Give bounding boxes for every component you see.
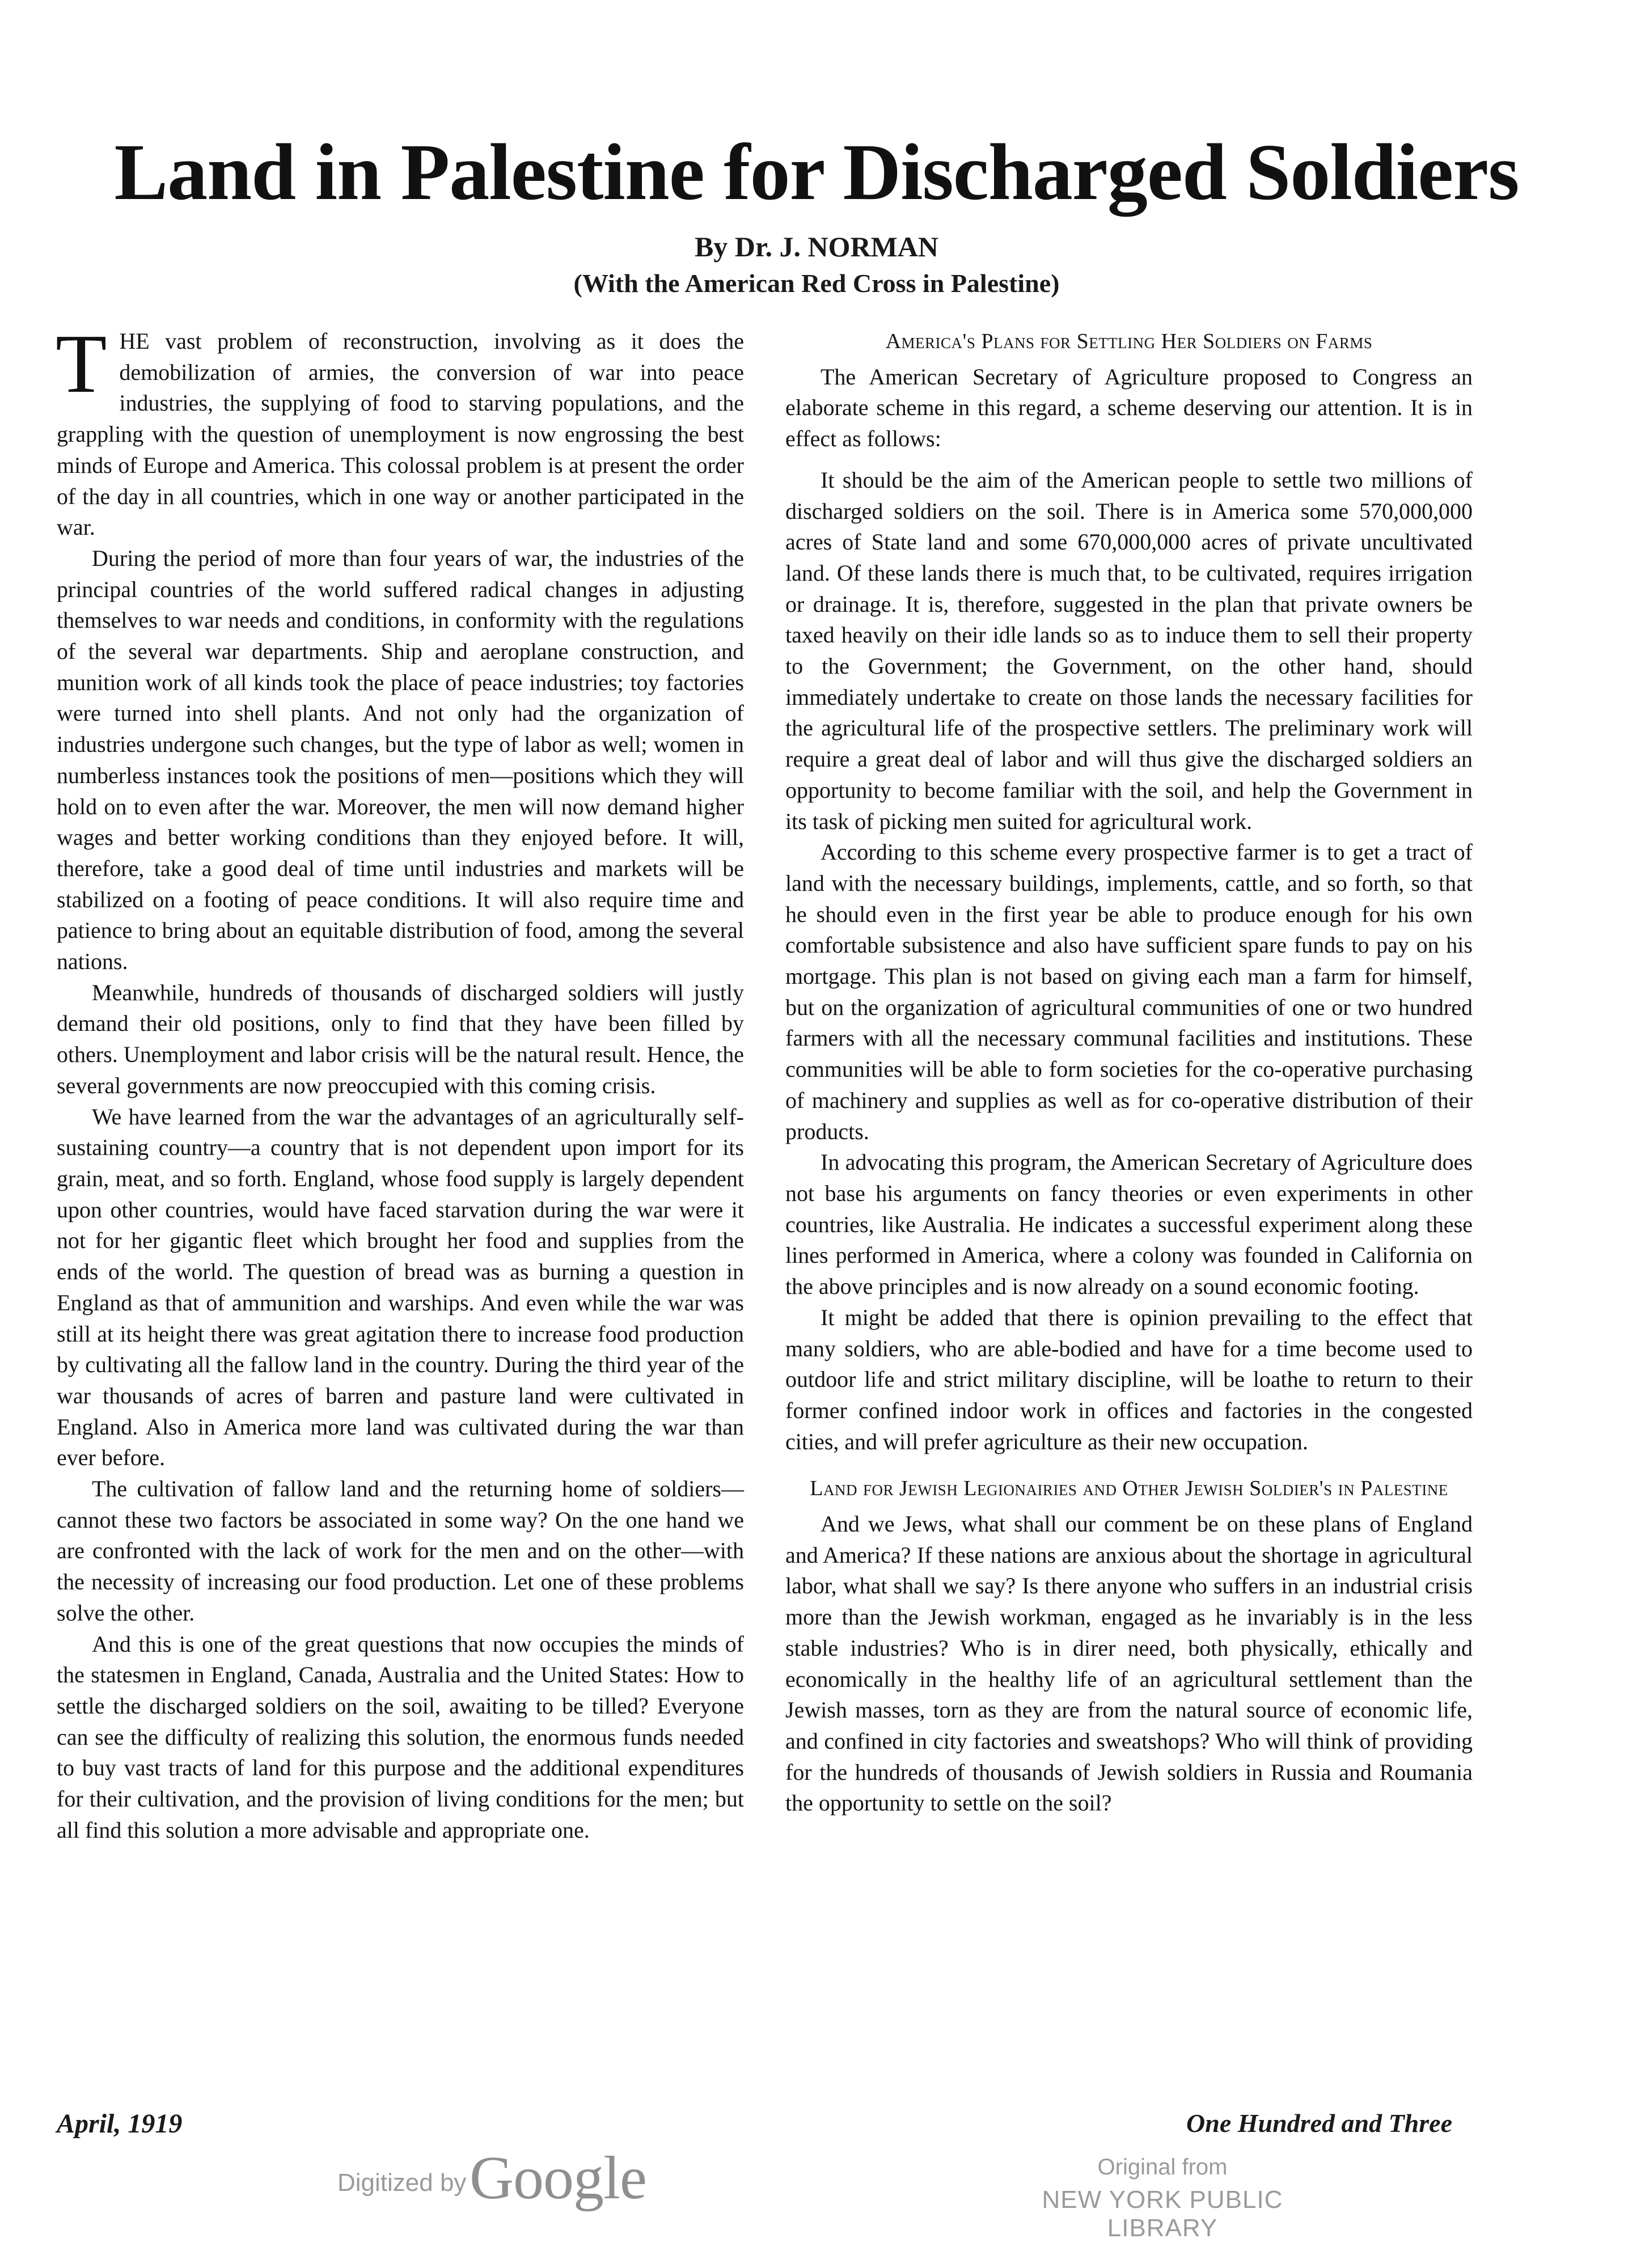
- issue-date: April, 1919: [57, 2109, 183, 2139]
- paragraph: It might be added that there is opinion prevailing to the effect that many soldiers, who are able-bodied and have for a time become used to outdoor life and strict military discipline, will be loathe to return to their former confined indoor work in offices and factories in the congested cities, and will prefer agriculture as their new occupation.: [785, 1304, 1473, 1454]
- library-name: NEW YORK PUBLIC LIBRARY: [1042, 2186, 1283, 2242]
- paragraph: The cultivation of fallow land and the returning home of soldiers—cannot these two factors be associated in some way? On the one hand we are confronted with the lack of work for the men and on the other—with the necessity of increasing our food production. Let one of these problems solve the other.: [57, 1476, 744, 1626]
- digitized-by-label: Digitized by: [337, 2169, 467, 2197]
- paragraph-text: HE vast problem of reconstruction, involving as it does the demobilization of armies, the conversion of war into peace industries, the supplying of food to starving populations, and the grappling with the question of unemployment is now engrossing the best minds of Europe and America. This colossal problem is at present the order of the day in all countries, which in one way or another participated in the war.: [57, 328, 744, 540]
- paragraph: It should be the aim of the American people to settle two millions of discharged soldiers on the soil. There is in America some 570,000,000 acres of State land and some 670,000,000 acres of private uncultivated land. Of these lands there is much that, to be cultivated, requires irrigation or drainage. It is, therefore, suggested in the plan that private owners be taxed heavily on their idle lands so as to induce them to sell their property to the Government; the Government, on the other hand, should immediately undertake to create on those lands the necessary facilities for the agricultural life of the prospective settlers. The preliminary work will require a great deal of labor and will thus give the discharged soldiers an opportunity to become familiar with the soil, and help the Government in its task of picking men suited for agricultural work.: [785, 467, 1473, 834]
- drop-cap: T: [56, 318, 107, 411]
- paragraph: The American Secretary of Agriculture proposed to Congress an elaborate scheme in this regard, a scheme deserving our attention. It is in effect as follows:: [785, 363, 1473, 452]
- section-heading: Land for Jewish Legionairies and Other Jewish Soldier's in Palestine: [810, 1476, 1448, 1501]
- paragraph: Meanwhile, hundreds of thousands of discharged soldiers will justly demand their old positions, only to find that they have been filled by others. Unemployment and labor crisis will be the natural result. Hence, the several governments are now preoccupied with this coming crisis.: [57, 979, 744, 1098]
- paragraph: [56, 318, 744, 543]
- author-affiliation: (With the American Red Cross in Palestine): [573, 269, 1060, 298]
- google-logo: Google: [470, 2144, 646, 2212]
- paragraph: And we Jews, what shall our comment be on these plans of England and America? If these nations are anxious about the shortage in agricultural labor, what shall we say? Is there anyone who suffers in an industrial crisis more than the Jewish workman, engaged as he invariably is in the less stable industries? Who is in direr need, both physically, ethically and economically in the healthy life of an agricultural settlement than the Jewish masses, torn as they are from the natural source of economic life, and confined in city factories and sweatshops? Who will think of providing for the hundreds of thousands of Jewish soldiers in Russia and Roumania the opportunity to settle on the soil?: [785, 1511, 1473, 1816]
- article-title: Land in Palestine for Discharged Soldiers: [114, 127, 1519, 217]
- left-column: [56, 318, 744, 1846]
- paragraph: We have learned from the war the advantages of an agriculturally self-sustaining country—a country that is not dependent upon import for its grain, meat, and so forth. England, whose food supply is largely dependent upon other countries, would have faced starvation during the war were it not for her gigantic fleet which brought her food and supplies from the ends of the world. The question of bread was as burning a question in England as that of ammunition and warships. And even while the war was still at its height there was great agitation there to increase food production by cultivating all the fallow land in the country. During the third year of the war thousands of acres of barren and pasture land were cultivated in England. Also in America more land was cultivated during the war than ever before.: [57, 1103, 744, 1471]
- paragraph: And this is one of the great questions that now occupies the minds of the statesmen in England, Canada, Australia and the United States: How to settle the discharged soldiers on the soil, awaiting to be tilled? Everyone can see the difficulty of realizing this solution, the enormous funds needed to buy vast tracts of land for this purpose and the additional expenditures for their cultivation, and the provision of living conditions for the men; but all find this solution a more advisable and appropriate one.: [57, 1631, 744, 1843]
- article-byline: By Dr. J. NORMAN: [694, 231, 939, 263]
- paragraph: In advocating this program, the American Secretary of Agriculture does not base his arguments on fancy theories or even experiments in other countries, like Australia. He indicates a successful experiment along these lines performed in America, where a colony was founded in California on the above principles and is now already on a sound economic footing.: [785, 1149, 1473, 1300]
- page-number: One Hundred and Three: [1186, 2109, 1452, 2138]
- paragraph: According to this scheme every prospective farmer is to get a tract of land with the necessary buildings, implements, cattle, and so forth, so that he should even in the first year be able to produce enough for his own comfortable subsistence and also have sufficient spare funds to pay on his mortgage. This plan is not based on giving each man a farm for himself, but on the organization of agricultural communities of one or two hundred farmers with all the necessary communal facilities and institutions. These communities will be able to form societies for the co-operative purchasing of machinery and supplies as well as for co-operative distribution of their products.: [785, 839, 1473, 1144]
- original-from-label: Original from: [1097, 2155, 1228, 2180]
- right-column: [785, 326, 1473, 1819]
- section-heading: America's Plans for Settling Her Soldiers on Farms: [885, 329, 1373, 353]
- paragraph: During the period of more than four years of war, the industries of the principal countries of the world suffered radical changes in adjusting themselves to war needs and conditions, in conformity with the regulations of the several war departments. Ship and aeroplane construction, and munition work of all kinds took the place of peace industries; toy factories were turned into shell plants. And not only had the organization of industries undergone such changes, but the type of labor as well; women in numberless instances took the positions of men—positions which they will hold on to even after the war. Moreover, the men will now demand higher wages and better working conditions than they enjoyed before. It will, therefore, take a good deal of time until industries and markets will be stabilized on a footing of peace conditions. It will also require time and patience to bring about an equitable distribution of food, among the several nations.: [57, 545, 744, 975]
